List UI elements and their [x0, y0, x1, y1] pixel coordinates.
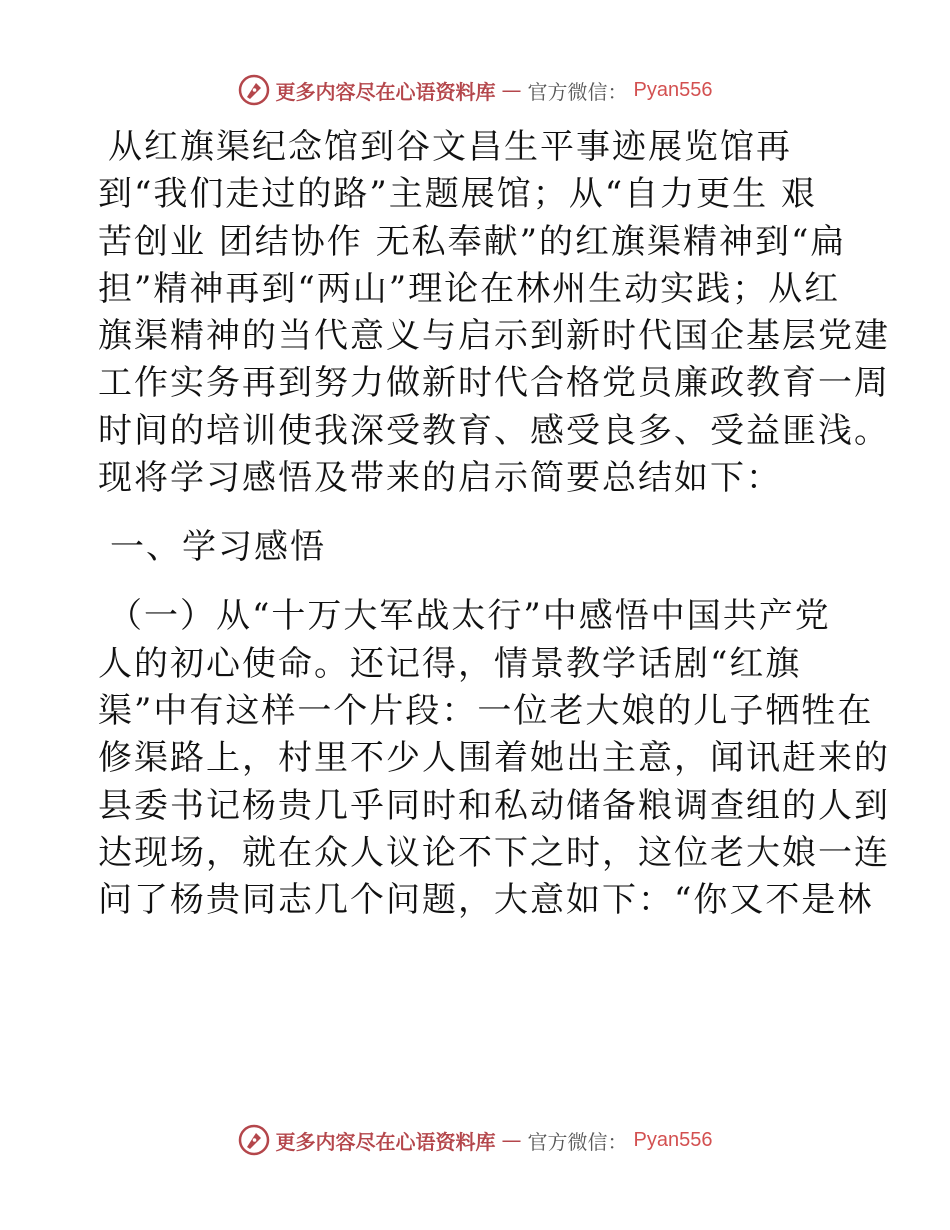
watermark-wechat-id: Pyan556: [633, 1128, 713, 1151]
paragraph-line: 从红旗渠纪念馆到谷文昌生平事迹展览馆再: [108, 127, 792, 167]
section-heading: 一、学习感悟: [110, 527, 326, 568]
paragraph-line: 旗渠精神的当代意义与启示到新时代国企基层党建: [98, 316, 890, 357]
paragraph-line: 问了杨贵同志几个问题，大意如下：“你又不是林: [98, 880, 874, 921]
paragraph-section-one: [98, 593, 890, 924]
paragraph-line: 苦创业 团结协作 无私奉献”的红旗渠精神到“扁: [98, 221, 847, 262]
paragraph-line: 人的初心使命。还记得，情景教学话剧“红旗: [98, 643, 802, 684]
watermark-dash: —: [501, 1128, 522, 1152]
paragraph-line: 时间的培训使我深受教育、感受良多、受益匪浅。: [98, 410, 890, 451]
paragraph-line: 渠”中有这样一个片段：一位老大娘的儿子牺牲在: [98, 690, 874, 731]
paragraph-line: 修渠路上，村里不少人围着她出主意，闻讯赶来的: [98, 738, 890, 779]
watermark-dash: —: [501, 78, 522, 102]
footer-watermark: [0, 1122, 950, 1158]
watermark-wechat-label: 官方微信：: [527, 1129, 628, 1154]
document-body: [98, 124, 890, 924]
paragraph-line: 县委书记杨贵几乎同时和私动储备粮调查组的人到: [98, 785, 890, 826]
paragraph-line: 工作实务再到努力做新时代合格党员廉政教育一周: [98, 363, 890, 404]
paragraph-line: 担”精神再到“两山”理论在林州生动实践；从红: [98, 268, 841, 309]
paragraph-intro: [98, 124, 890, 502]
paragraph-line: 现将学习感悟及带来的启示简要总结如下：: [98, 458, 782, 499]
pen-nib-circle-icon: [238, 74, 270, 106]
header-watermark: [0, 72, 950, 108]
paragraph-line: 达现场，就在众人议论不下之时，这位老大娘一连: [98, 832, 890, 873]
watermark-wechat-label: 官方微信：: [527, 79, 628, 104]
paragraph-line: （一）从“十万大军战太行”中感悟中国共产党: [108, 596, 831, 637]
watermark-brand-text: 更多内容尽在心语资料库: [275, 79, 496, 104]
watermark-wechat-id: Pyan556: [633, 78, 713, 101]
paragraph-line: 到“我们走过的路”主题展馆；从“自力更生 艰: [98, 174, 817, 215]
watermark-brand-text: 更多内容尽在心语资料库: [275, 1129, 496, 1154]
pen-nib-circle-icon: [238, 1124, 270, 1156]
